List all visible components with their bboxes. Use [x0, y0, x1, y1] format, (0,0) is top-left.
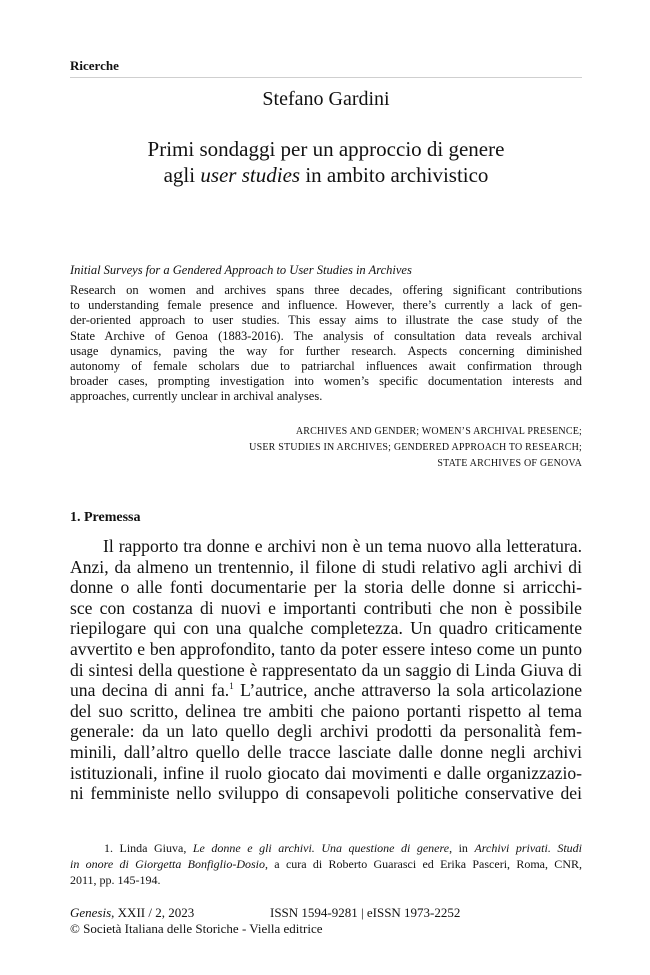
journal-name: Genesis [70, 905, 112, 920]
footnote-text: 1. Linda Giuva, [104, 841, 193, 855]
keyword-line: ARCHIVES AND GENDER; WOMEN’S ARCHIVAL PRESENCE; [295, 426, 582, 437]
body-text [70, 536, 582, 804]
journal-issue: , XXII / 2, 2023 [111, 905, 195, 920]
body-line: del suo scritto, delinea tre ambiti che paiono portanti rispetto al tema [70, 700, 582, 721]
body-text-run: una decina di anni fa. [70, 680, 230, 701]
body-line: sce con costanza di nuovi e importanti contributi che non è possibile [70, 597, 582, 618]
header-rule [70, 77, 582, 78]
body-line: Il rapporto tra donne e archivi non è un tema nuovo alla letteratura. [103, 536, 582, 556]
title-text: agli [163, 163, 201, 187]
abstract-line: approaches, currently unclear in archival analyses. [70, 389, 323, 404]
body-line: riepilogare qui con una qualche completezza. Un quadro criticamente [70, 618, 582, 639]
abstract-line: State Archive of Genoa (1883-2016). The analysis of consultation data reveals archival [70, 328, 582, 343]
footnote [70, 840, 582, 888]
abstract-title: Initial Surveys for a Gendered Approach to User Studies in Archives [70, 263, 412, 277]
footnote-italic: Archivi privati. Studi [474, 841, 583, 855]
body-line: avvertito e ben approfondito, tanto da poter essere inteso come un punto [70, 638, 582, 659]
body-line: istituzionali, infine il ruolo giocato dai movimenti e dalle organizzazio- [70, 762, 582, 783]
abstract-line: broader cases, prompting investigation into women’s specific documentation interests and [70, 374, 582, 389]
footnote-ref: 1 [229, 681, 234, 692]
body-line [70, 680, 582, 701]
body-line: generale: da un lato quello degli archivi prodotti da personalità fem- [70, 721, 582, 742]
body-line: donne o alle fonti documentarie per la storia delle donne si arricchi- [70, 577, 582, 598]
footnote-text: , in [449, 841, 475, 855]
keywords [70, 424, 582, 472]
page-footer [70, 905, 582, 937]
footnote-line: 2011, pp. 145-194. [70, 873, 161, 887]
footnote-line [70, 840, 582, 856]
abstract-line: autonomy of female scholars due to patriarchal influences await confirmation through [70, 359, 582, 374]
title-line-2 [70, 162, 582, 188]
body-text-run: L’autrice, anche attraverso la sola articolazione [233, 680, 583, 701]
body-line: ni femministe nello sviluppo di consapevoli politiche conservative dei [70, 783, 582, 804]
section-heading: 1. Premessa [70, 510, 141, 525]
article-title [70, 136, 582, 188]
footnote-italic: in onore di Giorgetta Bonfiglio-Dosio [70, 857, 265, 871]
keyword-line: USER STUDIES IN ARCHIVES; GENDERED APPROACH TO RESEARCH; [249, 442, 582, 453]
abstract-line: Research on women and archives spans three decades, offering significant contributions [70, 283, 582, 297]
copyright: © Società Italiana delle Storiche - Viella editrice [70, 921, 323, 936]
title-line-1: Primi sondaggi per un approccio di genere [147, 137, 505, 161]
title-text: in ambito archivistico [300, 163, 489, 187]
body-line: Anzi, da almeno un trentennio, il filone di studi relativo agli archivi di [70, 556, 582, 577]
journal-citation [70, 905, 194, 921]
issn: ISSN 1594-9281 | eISSN 1973-2252 [270, 905, 461, 920]
body-line: minili, dall’altro quello delle tracce lasciate dalle donne negli archivi [70, 741, 582, 762]
body-line: di sintesi della questione è rappresentato da un saggio di Linda Giuva di [70, 659, 582, 680]
footnote-line [70, 856, 582, 872]
abstract-line: der-oriented approach to user studies. This essay aims to illustrate the case study of the [70, 313, 582, 328]
title-italic-text: user studies [200, 163, 301, 187]
footnote-italic: Le donne e gli archivi. Una questione di genere [192, 841, 450, 855]
abstract-line: to understanding female presence and influence. However, there’s currently a lack of gen- [70, 298, 582, 313]
footer-row [70, 905, 582, 921]
keyword-line: STATE ARCHIVES OF GENOVA [437, 458, 582, 469]
author-name: Stefano Gardini [262, 88, 390, 110]
running-head: Ricerche [70, 58, 119, 73]
footnote-text: , a cura di Roberto Guarasci ed Erika Pasceri, Roma, CNR, [265, 857, 582, 871]
abstract [70, 283, 582, 405]
abstract-line: usage dynamics, paving the way for further research. Aspects concerning diminished [70, 343, 582, 358]
